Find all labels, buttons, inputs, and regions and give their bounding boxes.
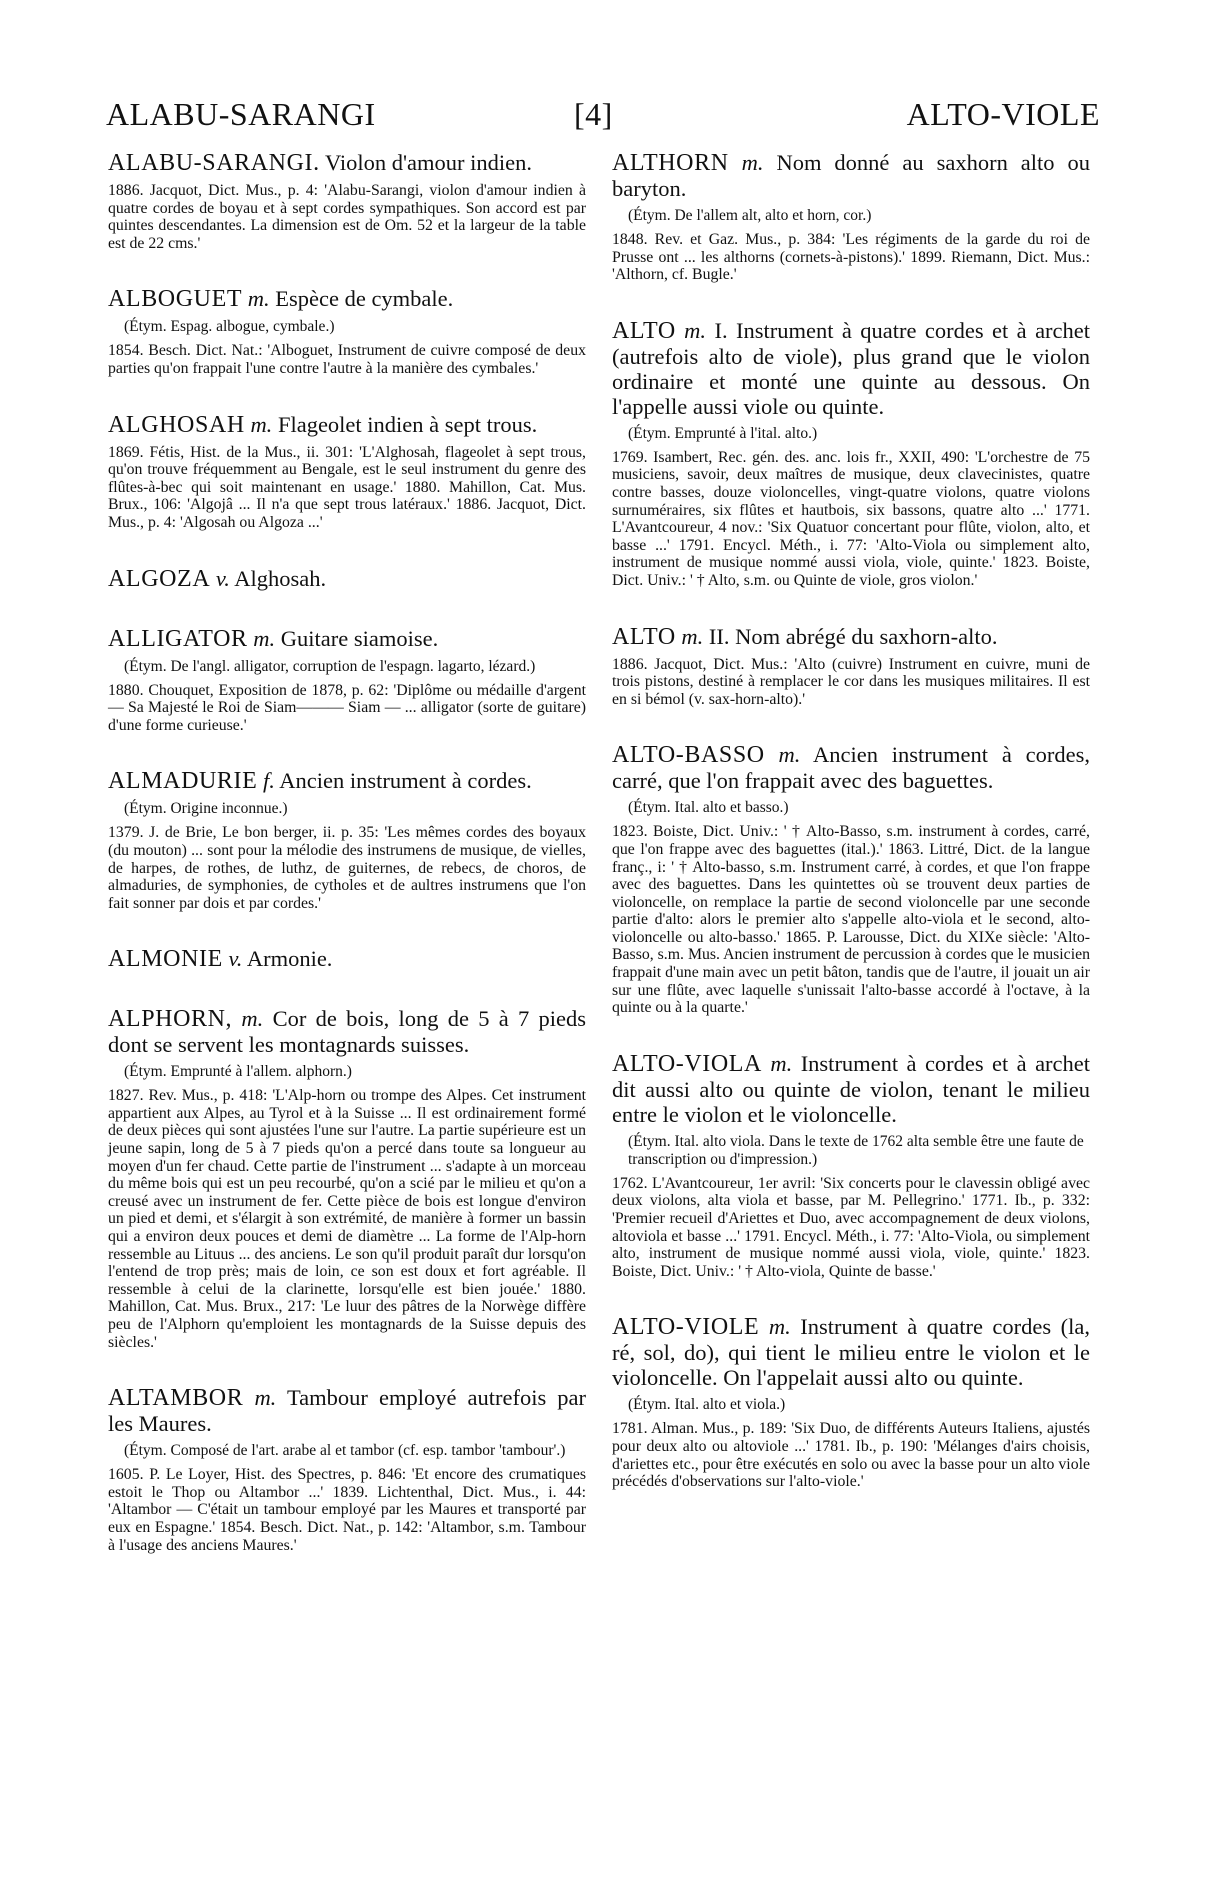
entry-part-of-speech: m. (770, 1050, 793, 1076)
entry-headword: ALTO-VIOLE (612, 1314, 760, 1341)
entry-citations: 1854. Besch. Dict. Nat.: 'Alboguet, Instrument de cuivre composé de deux parties qu'on frappait l'une contre l'autre à la manière des cymbales.' (108, 342, 586, 377)
entry-part-of-speech: m. (254, 1385, 277, 1411)
right-column (612, 150, 1090, 1525)
entry-headword: ALMADURIE (108, 768, 258, 795)
entry-definition: I. Instrument à quatre cordes et à archet (autrefois alto de viole), plus grand que le violon ordinaire et monté une quinte au dessous. On l'appelle aussi viole ou quinte. (612, 317, 1091, 419)
dictionary-entry (108, 626, 586, 735)
entry-headword: ALTO-VIOLA (612, 1050, 762, 1077)
dictionary-entry (108, 566, 586, 592)
dictionary-entry (108, 1006, 586, 1351)
entry-citations: 1379. J. de Brie, Le bon berger, ii. p. 35: 'Les mêmes cordes des boyaux (du mouton) ... sont pour la mélodie des instrumens de musique, de vielles, de harpes, de rothes, de luthz, de guiternes, de rebecs, de choros, de almaduries, de symphonies, de cytholes et de aultres instrumens que l'on fait sonner par dois et par cordes.' (108, 824, 586, 912)
entry-head (612, 318, 1090, 419)
entry-definition: Guitare siamoise. (280, 625, 439, 651)
entry-part-of-speech: m. (681, 623, 704, 649)
entry-etymology: (Étym. Ital. alto et basso.) (628, 799, 789, 817)
entry-part-of-speech: m. (241, 1006, 264, 1032)
entry-part-of-speech: m. (741, 150, 764, 175)
entry-definition: Alghosah. (234, 565, 327, 591)
running-head (106, 96, 1100, 142)
entry-citations: 1848. Rev. et Gaz. Mus., p. 384: 'Les régiments de la garde du roi de Prusse ont ... les althorns (cornets-à-pistons).' 1899. Riemann, Dict. Mus.: 'Althorn, cf. Bugle.' (612, 231, 1090, 284)
entry-citations: 1769. Isambert, Rec. gén. des. anc. lois fr., XXII, 490: 'L'orchestre de 75 musiciens, savoir, deux maîtres de musique, deux clavecinistes, quatre contre basses, douze violoncelles, vingt-quatre violons, quatre violons surnuméraires, six flûtes et hautbois, six bassons, quatre alto ...' 1771. L'Avantcoureur, 4 nov.: 'Six Quatuor concertant pour flûte, violon, alto, et basse ...' 1791. Encycl. Méth., i. 77: 'Alto-Viola ou simplement alto, instrument de musique nommé aussi viola, viole, quinte.' 1823. Boiste, Dict. Univ.: ' † Alto, s.m. ou Quinte de viole, gros violon.' (612, 448, 1090, 589)
entry-headword: ALMONIE (108, 946, 223, 973)
entry-head (612, 150, 1090, 201)
entry-definition: Tambour employé autrefois par les Maures. (108, 1385, 587, 1437)
entry-citations: 1762. L'Avantcoureur, 1er avril: 'Six concerts pour le clavessin obligé avec deux violons, alta viola et basse, par M. Pellegrino.' 1771. Ib., p. 332: 'Premier recueil d'Ariettes et Duo, avec accompagnement de deux violons, altoviola et basse ...' 1791. Encycl. Méth., i. 77: 'Alto-Viola, ou simplement alto, instrument de musique nommé aussi viola, viole, quinte.' 1823. Boiste, Dict. Univ.: ' † Alto-viola, Quinte de basse.' (612, 1174, 1090, 1280)
entry-head (108, 412, 586, 438)
entry-headword: ALPHORN, (108, 1006, 233, 1033)
dictionary-entry (108, 286, 586, 377)
entry-headword: ALGHOSAH (108, 411, 245, 438)
entry-part-of-speech: m. (250, 411, 273, 437)
running-head-left: ALABU-SARANGI (106, 96, 376, 132)
dictionary-entry (612, 624, 1090, 709)
entry-citations: 1781. Alman. Mus., p. 189: 'Six Duo, de différents Auteurs Italiens, ajustés pour deux alto ou altoviole ...' 1781. Ib., p. 190: 'Mélanges d'airs choisis, d'ariettes etc., pour être exécutés en solo ou avec la basse pour un alto viole précédés d'observations sur l'alto-viole.' (612, 1420, 1090, 1491)
entry-definition: Instrument à cordes et à archet dit aussi alto ou quinte de violon, tenant le milieu entre le violon et le violoncelle. (612, 1050, 1091, 1127)
entry-headword: ALBOGUET (108, 286, 243, 313)
dictionary-entry (108, 412, 586, 532)
entry-headword: ALTO-BASSO (612, 742, 765, 769)
entry-definition: Violon d'amour indien. (324, 150, 533, 175)
entry-citations: 1827. Rev. Mus., p. 418: 'L'Alp-horn ou trompe des Alpes. Cet instrument appartient aux Alpes, au Tyrol et à la Suisse ... Il est ordinairement formé de deux pièces qui sont ajustées l'une sur l'autre. La partie supérieure est un jeune sapin, long de 5 à 7 pieds qu'on a percé dans toute sa longueur au moyen d'un fer chaud. Cette partie de l'instrument ... s'adapte à un morceau du même bois qui est un peu recourbé, qu'on a scié par le milieu et qu'on a creusé avec un instrument de fer. Cette pièce de bois est longue d'environ un pied et demi, et s'élargit à son extrémité, de manière à former un bassin qui a environ deux pouces et demi de diamètre ... La forme de l'Alp-horn ressemble au Lituus ... des anciens. Le son qu'il produit paraît dur lorsqu'on l'entend de trop près; mais de loin, ce son est doux et fort agréable. Il ressemble à celui de la clarinette, lorsqu'elle est bien jouée.' 1880. Mahillon, Cat. Mus. Brux., 217: 'Le luur des pâtres de la Norwège diffère peu de l'Alphorn qu'emploient les montagnards de la Suisse depuis des siècles.' (108, 1087, 586, 1351)
entry-citations: 1869. Fétis, Hist. de la Mus., ii. 301: 'L'Alghosah, flageolet à sept trous, qu'on trouve fréquemment au Bengale, est le seul instrument du genre des flûtes-à-bec qui soit maintenant en usage.' 1880. Mahillon, Cat. Mus. Brux., 106: 'Algojâ ... Il n'a que sept trous latéraux.' 1886. Jacquot, Dict. Mus., p. 4: 'Algosah ou Algoza ...' (108, 443, 586, 531)
dictionary-entry (612, 1314, 1090, 1490)
entry-definition: Flageolet indien à sept trous. (277, 411, 538, 437)
entry-citations: 1823. Boiste, Dict. Univ.: ' † Alto-Basso, s.m. instrument à cordes, carré, que l'on frappe avec des baguettes (ital.).' 1863. Littré, Dict. de la langue franç., i: ' † Alto-basso, s.m. Instrument carré, à cordes, et que l'on frappe avec des baguettes. Dans les quintettes où se trouvent deux parties de violoncelle, on remplace la partie de second violoncelle par une seconde partie d'alto: alors le premier alto s'appelle alto-viola et le second, alto-violoncelle ou alto-basso.' 1865. P. Larousse, Dict. du XIXe siècle: 'Alto-Basso, s.m. Mus. Ancien instrument de percussion à cordes que le musicien frappait d'une main avec un petit bâton, tandis que de l'autre, il jouait un air sur une flûte, avec laquelle s'unissait l'alto-basse accordé à l'octave, à la quinte ou à la quarte.' (612, 823, 1090, 1017)
entry-definition: II. Nom abrégé du saxhorn-alto. (708, 623, 998, 649)
entry-part-of-speech: v. (215, 565, 230, 591)
entry-etymology: (Étym. De l'angl. alligator, corruption de l'espagn. lagarto, lézard.) (124, 657, 536, 675)
dictionary-entry (612, 1051, 1090, 1281)
dictionary-entry (108, 946, 586, 972)
entry-etymology: (Étym. Espag. albogue, cymbale.) (124, 318, 335, 336)
page-number: [4] (574, 96, 613, 132)
entry-head (612, 1051, 1090, 1127)
entry-etymology: (Étym. De l'allem alt, alto et horn, cor.) (628, 207, 872, 224)
entry-head (612, 1314, 1090, 1390)
entry-citations: 1605. P. Le Loyer, Hist. des Spectres, p. 846: 'Et encore des crumatiques estoit le Thop ou Altambor ...' 1839. Lichtenthal, Dict. Mus., i. 44: 'Altambor — C'était un tambour employé par les Maures et transporté par eux en Espagne.' 1854. Besch. Dict. Nat., p. 142: 'Altambor, s.m. Tambour à l'usage des anciens Maures.' (108, 1466, 586, 1554)
entry-part-of-speech: m. (778, 742, 801, 768)
entry-etymology: (Étym. Emprunté à l'ital. alto.) (628, 424, 818, 442)
dictionary-entry (612, 742, 1090, 1017)
entry-etymology: (Étym. Ital. alto et viola.) (628, 1396, 786, 1414)
entry-headword: ALABU-SARANGI. (108, 150, 320, 176)
dictionary-entry (108, 150, 586, 252)
entry-definition: Espèce de cymbale. (275, 286, 454, 312)
entry-definition: Armonie. (246, 946, 333, 972)
entry-headword: ALTO (612, 317, 676, 344)
entry-definition: Nom donné au saxhorn alto ou baryton. (612, 150, 1090, 201)
dictionary-entry (108, 1385, 586, 1554)
entry-etymology: (Étym. Origine inconnue.) (124, 800, 288, 818)
entry-citations: 1880. Chouquet, Exposition de 1878, p. 62: 'Diplôme ou médaille d'argent — Sa Majesté le Roi de Siam——— Siam — ... alligator (sorte de guitare) d'une forme curieuse.' (108, 681, 586, 734)
entry-etymology: (Étym. Ital. alto viola. Dans le texte de 1762 alta semble être une faute de transcription ou d'impression.) (628, 1132, 1084, 1168)
entry-definition: Ancien instrument à cordes, carré, que l'on frappait avec des baguettes. (612, 742, 1091, 794)
left-column (108, 150, 586, 1588)
dictionary-entry (612, 318, 1090, 590)
entry-head (108, 946, 586, 972)
entry-part-of-speech: m. (247, 286, 270, 312)
entry-head (108, 1385, 586, 1436)
entry-head (108, 626, 586, 652)
dictionary-entry (108, 768, 586, 912)
entry-headword: ALGOZA (108, 565, 211, 592)
entry-citations: 1886. Jacquot, Dict. Mus., p. 4: 'Alabu-Sarangi, violon d'amour indien à quatre cordes de boyau et à sept cordes sympathiques. Son accord est par quintes descendantes. La dimension est de Om. 52 et la largeur de la table est de 22 cms.' (108, 182, 586, 252)
entry-head (108, 768, 586, 794)
running-head-right: ALTO-VIOLE (906, 96, 1100, 132)
entry-head (108, 1006, 586, 1057)
entry-etymology: (Étym. Emprunté à l'allem. alphorn.) (124, 1063, 352, 1081)
entry-headword: ALTHORN (612, 150, 729, 176)
entry-part-of-speech: m. (684, 317, 707, 343)
entry-part-of-speech: m. (253, 625, 276, 651)
entry-part-of-speech: m. (768, 1314, 791, 1340)
entry-head (108, 566, 586, 592)
entry-part-of-speech: f. (263, 768, 275, 794)
entry-headword: ALTO (612, 623, 676, 650)
entry-part-of-speech: v. (228, 946, 243, 972)
entry-etymology: (Étym. Composé de l'art. arabe al et tambor (cf. esp. tambor 'tambour'.) (124, 1442, 566, 1460)
entry-headword: ALLIGATOR (108, 625, 248, 652)
entry-definition: Cor de bois, long de 5 à 7 pieds dont se servent les montagnards suisses. (108, 1006, 586, 1058)
entry-citations: 1886. Jacquot, Dict. Mus.: 'Alto (cuivre) Instrument en cuivre, muni de trois pistons, destiné à remplacer le cor dans les musiques militaires. Il est en si bémol (v. sax-horn-alto).' (612, 655, 1090, 708)
entry-definition: Instrument à quatre cordes (la, ré, sol, do), qui tient le milieu entre le violon et le violoncelle. On l'appelait aussi alto ou quinte. (612, 1314, 1091, 1391)
dictionary-entry (612, 150, 1090, 284)
entry-headword: ALTAMBOR (108, 1385, 244, 1412)
entry-head (612, 624, 1090, 650)
entry-definition: Ancien instrument à cordes. (279, 768, 532, 794)
entry-head (612, 742, 1090, 793)
entry-head (108, 286, 586, 312)
entry-head (108, 150, 586, 176)
